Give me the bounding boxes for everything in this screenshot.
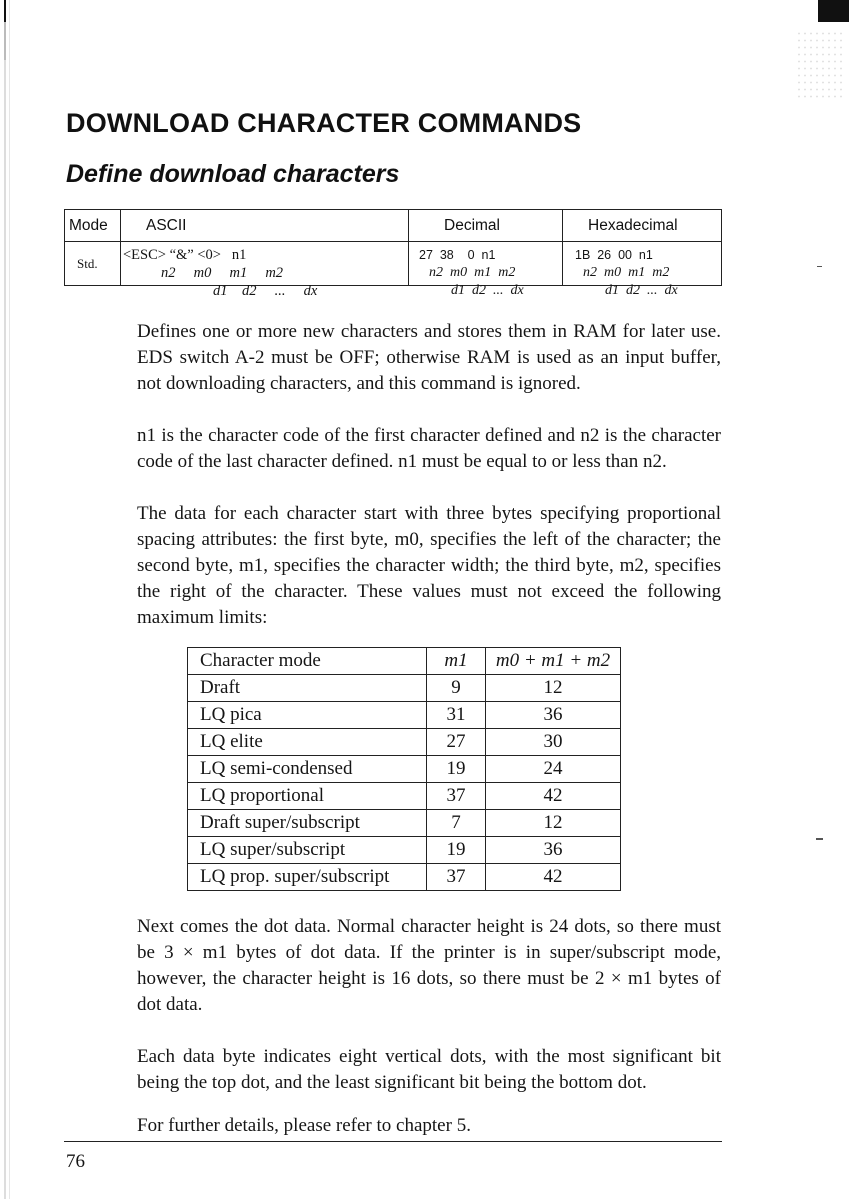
sum-cell: 12	[486, 810, 621, 837]
sum-cell: 24	[486, 756, 621, 783]
byte-order-paragraph: Each data byte indicates eight vertical dots, with the most significant bit being the top dot, and the least significant bit being the bottom dot.	[137, 1046, 721, 1093]
sum-cell: 30	[486, 729, 621, 756]
m1-cell: 19	[427, 837, 486, 864]
mode-cell: LQ pica	[188, 702, 427, 729]
m1-cell: 37	[427, 864, 486, 891]
m1-cell: 7	[427, 810, 486, 837]
table-row	[188, 783, 621, 810]
hex-sequence	[565, 246, 721, 300]
decimal-line: n2 m0 m1 m2	[429, 265, 516, 280]
header-cell: Character mode	[188, 648, 427, 675]
limits-table	[187, 647, 621, 891]
table-row	[188, 675, 621, 702]
header-hexadecimal: Hexadecimal	[588, 217, 678, 234]
hex-line: 1B 26 00 n1	[575, 248, 653, 262]
footer-rule	[64, 1141, 722, 1142]
mode-value: Std.	[77, 256, 98, 271]
hex-line: d1 d2 ... dx	[605, 283, 678, 298]
scan-margin-mark	[816, 838, 823, 840]
mode-cell: LQ prop. super/subscript	[188, 864, 427, 891]
mode-cell: Draft	[188, 675, 427, 702]
hex-line: n2 m0 m1 m2	[583, 265, 670, 280]
dot-data-paragraph: Next comes the dot data. Normal character height is 24 dots, so there must be 3 × m1 bytes of dot data. If the printer is in super/subscript mode, however, the character height is 16 dots, so there must be 2 × m1 bytes of dot data.	[137, 916, 721, 1015]
sum-cell: 42	[486, 864, 621, 891]
mode-cell: LQ super/subscript	[188, 837, 427, 864]
table-row	[188, 864, 621, 891]
m1-cell: 19	[427, 756, 486, 783]
header-decimal: Decimal	[444, 217, 500, 234]
table-row	[188, 756, 621, 783]
ascii-line: <ESC> “&” <0> n1	[123, 247, 247, 263]
table-row	[188, 702, 621, 729]
header-cell: m0 + m1 + m2	[486, 648, 621, 675]
scan-margin-mark	[817, 266, 822, 267]
mode-cell: LQ proportional	[188, 783, 427, 810]
m1-cell: 27	[427, 729, 486, 756]
page-heading: DOWNLOAD CHARACTER COMMANDS	[66, 108, 582, 138]
sum-cell: 36	[486, 702, 621, 729]
header-ascii: ASCII	[146, 217, 187, 234]
section-subheading: Define download characters	[66, 160, 400, 188]
sum-cell: 36	[486, 837, 621, 864]
m1-cell: 9	[427, 675, 486, 702]
scan-edge-left-faint	[9, 0, 10, 1199]
table-row	[188, 810, 621, 837]
sum-cell: 42	[486, 783, 621, 810]
table-divider	[562, 210, 563, 285]
page-number: 76	[66, 1151, 85, 1172]
ascii-line: d1 d2 ... dx	[213, 283, 318, 299]
table-row	[188, 837, 621, 864]
ascii-line: n2 m0 m1 m2	[161, 265, 284, 281]
description-paragraph: Defines one or more new characters and stores them in RAM for later use. EDS switch A-2 must be OFF; otherwise RAM is used as an input buffer, not downloading characters, and this command is ignored.	[137, 321, 721, 394]
scan-noise	[796, 30, 846, 100]
limits-header-row	[188, 648, 621, 675]
scan-corner-mark	[818, 0, 849, 22]
header-mode: Mode	[69, 217, 108, 234]
mode-cell: Draft super/subscript	[188, 810, 427, 837]
attributes-paragraph: The data for each character start with three bytes specifying proportional spacing attributes: the first byte, m0, specifies the left of the character; the second byte, m1, specifies the character width; the third byte, m2, specifies the right of the character. These values must not exceed the following maximum limits:	[137, 503, 721, 628]
sum-cell: 12	[486, 675, 621, 702]
ascii-sequence	[121, 246, 406, 300]
header-cell: m1	[427, 648, 486, 675]
scan-edge-left	[4, 0, 6, 1199]
mode-cell: LQ semi-condensed	[188, 756, 427, 783]
table-divider	[65, 241, 721, 242]
decimal-line: 27 38 0 n1	[419, 248, 496, 262]
decimal-line: d1 d2 ... dx	[451, 283, 524, 298]
command-syntax-table	[64, 209, 722, 299]
table-divider	[408, 210, 409, 285]
m1-cell: 31	[427, 702, 486, 729]
parameter-paragraph: n1 is the character code of the first character defined and n2 is the character code of the last character defined. n1 must be equal to or less than n2.	[137, 425, 721, 472]
m1-cell: 37	[427, 783, 486, 810]
table-row	[188, 729, 621, 756]
decimal-sequence	[411, 246, 561, 300]
mode-cell: LQ elite	[188, 729, 427, 756]
reference-paragraph: For further details, please refer to chapter 5.	[137, 1115, 471, 1136]
